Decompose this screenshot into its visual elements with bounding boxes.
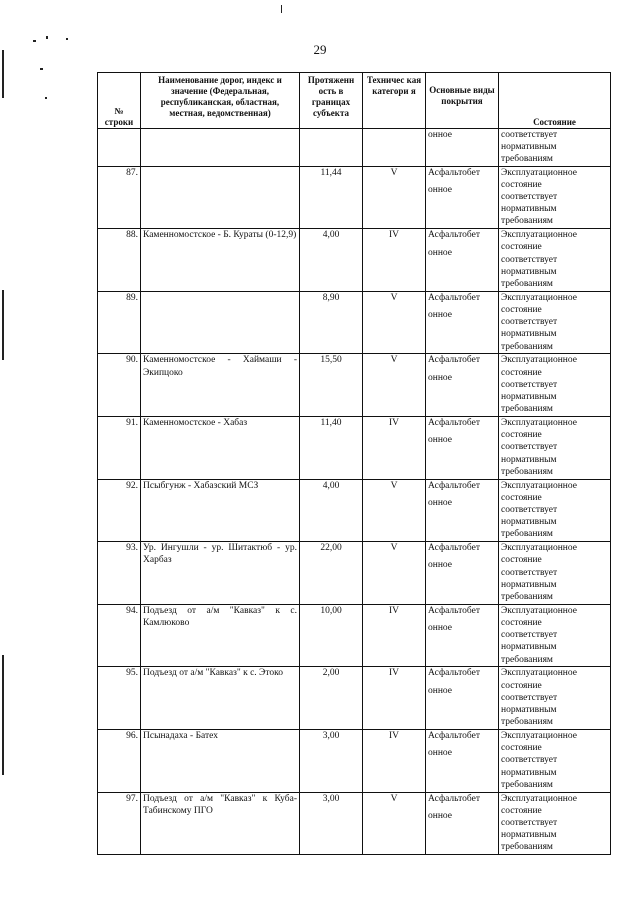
state-cell: [499, 729, 611, 792]
road-name: Каменномостское - Хаймаши - Экипцоко: [141, 354, 300, 417]
table-cell: [98, 129, 141, 167]
state-line: соответствует: [501, 379, 558, 390]
road-category: V: [363, 354, 426, 417]
road-category: V: [363, 166, 426, 229]
road-length: 4,00: [300, 229, 363, 292]
coverage-text: Асфальтобет: [428, 543, 480, 554]
state-line: Эксплуатационное: [501, 605, 577, 616]
coverage-cell: [426, 667, 499, 730]
coverage-cell: [426, 229, 499, 292]
road-category: V: [363, 542, 426, 605]
header-state: Состояние: [499, 73, 611, 129]
state-line: состояние: [501, 555, 542, 566]
state-line: нормативным: [501, 329, 557, 340]
state-line: соответствует: [501, 755, 558, 766]
row-number: 87.: [98, 166, 141, 229]
state-line: Эксплуатационное: [501, 355, 577, 366]
state-line: Эксплуатационное: [501, 167, 577, 178]
state-cell: [499, 667, 611, 730]
scan-mark: [2, 655, 4, 775]
coverage-text: онное: [428, 685, 453, 696]
coverage-cell: [426, 166, 499, 229]
scan-mark: [46, 36, 48, 39]
road-length: 15,50: [300, 354, 363, 417]
table-cell: [300, 129, 363, 167]
road-category: V: [363, 479, 426, 542]
coverage-text: Асфальтобет: [428, 793, 480, 804]
scan-mark: [281, 5, 282, 13]
table-row: [98, 542, 611, 605]
coverage-cell: [426, 729, 499, 792]
scan-mark: [66, 38, 68, 40]
road-category: V: [363, 792, 426, 855]
coverage-text: Асфальтобет: [428, 230, 480, 241]
state-line: соответствует: [501, 567, 558, 578]
state-line: требованиям: [501, 466, 553, 477]
state-line: требованиям: [501, 717, 553, 728]
row-number: 97.: [98, 792, 141, 855]
state-line: состояние: [501, 367, 542, 378]
road-length: 10,00: [300, 604, 363, 667]
coverage-cell: [426, 604, 499, 667]
row-number: 93.: [98, 542, 141, 605]
table-row: [98, 354, 611, 417]
header-category: Техничес кая категори я: [363, 73, 426, 129]
state-line: Эксплуатационное: [501, 292, 577, 303]
coverage-text: Асфальтобет: [428, 480, 480, 491]
road-category: IV: [363, 729, 426, 792]
coverage-text: Асфальтобет: [428, 605, 480, 616]
row-number: 91.: [98, 416, 141, 479]
state-line: Эксплуатационное: [501, 793, 577, 804]
state-line: требованиям: [501, 341, 553, 352]
state-line: соответствует: [501, 692, 558, 703]
row-number: 89.: [98, 291, 141, 354]
state-cell: [499, 166, 611, 229]
table-row: [98, 604, 611, 667]
state-cell: [499, 542, 611, 605]
state-cell: [499, 416, 611, 479]
road-name: Каменномостское - Б. Кураты (0-12,9): [141, 229, 300, 292]
road-length: 2,00: [300, 667, 363, 730]
state-line: Эксплуатационное: [501, 230, 577, 241]
state-line: соответствует: [501, 630, 558, 641]
coverage-text: онное: [428, 497, 453, 508]
state-line: состояние: [501, 492, 542, 503]
roads-table: [97, 72, 611, 855]
row-number: 90.: [98, 354, 141, 417]
coverage-cell: [426, 479, 499, 542]
state-line: нормативным: [501, 204, 557, 215]
state-line: Эксплуатационное: [501, 480, 577, 491]
road-name: Подъезд от а/м "Кавказ" к с. Этоко: [141, 667, 300, 730]
state-line: состояние: [501, 242, 542, 253]
coverage-text: онное: [428, 810, 453, 821]
coverage-text: онное: [428, 184, 453, 195]
state-line: требованиям: [501, 279, 553, 290]
coverage-text: Асфальтобет: [428, 292, 480, 303]
state-cell: [499, 291, 611, 354]
state-line: состояние: [501, 617, 542, 628]
state-cell: [499, 354, 611, 417]
header-coverage: Основные виды покрытия: [426, 73, 499, 129]
state-line: требованиям: [501, 654, 553, 665]
scan-mark: [40, 68, 43, 70]
state-line: требованиям: [501, 779, 553, 790]
coverage-text: онное: [428, 130, 453, 140]
coverage-text: Асфальтобет: [428, 167, 480, 178]
row-number: 95.: [98, 667, 141, 730]
state-line: Эксплуатационное: [501, 668, 577, 679]
coverage-text: онное: [428, 435, 453, 446]
state-line: соответствует: [501, 317, 558, 328]
continuation-row: [98, 129, 611, 167]
road-name: Ур. Ингушли - ур. Шитактюб - ур. Харбаз: [141, 542, 300, 605]
state-line: соответствует: [501, 192, 558, 203]
state-line: состояние: [501, 305, 542, 315]
header-row-number: № строки: [98, 73, 141, 129]
road-category: IV: [363, 416, 426, 479]
road-length: 11,44: [300, 166, 363, 229]
table-row: [98, 166, 611, 229]
state-line: состояние: [501, 743, 542, 754]
road-name: Каменномостское - Хабаз: [141, 416, 300, 479]
state-line: нормативным: [501, 142, 557, 153]
coverage-cell: [426, 354, 499, 417]
road-length: 22,00: [300, 542, 363, 605]
table-row: [98, 229, 611, 292]
table-row: [98, 729, 611, 792]
state-line: соответствует: [501, 504, 558, 515]
road-length: 4,00: [300, 479, 363, 542]
state-line: требованиям: [501, 591, 553, 602]
state-line: соответствует: [501, 817, 558, 828]
state-line: нормативным: [501, 767, 557, 778]
coverage-text: Асфальтобет: [428, 668, 480, 679]
coverage-text: Асфальтобет: [428, 730, 480, 741]
state-line: требованиям: [501, 529, 553, 540]
state-line: нормативным: [501, 517, 557, 528]
state-cell: [499, 229, 611, 292]
state-line: соответствует: [501, 130, 558, 140]
state-line: требованиям: [501, 404, 553, 415]
header-length: Протяженн ость в границах субъекта: [300, 73, 363, 129]
state-line: Эксплуатационное: [501, 543, 577, 554]
header-road-name: Наименование дорог, индекс и значение (Федеральная, республиканская, областная, местная, ведомственная): [141, 73, 300, 129]
coverage-text: онное: [428, 748, 453, 759]
road-name: Псынадаха - Батех: [141, 729, 300, 792]
state-line: соответствует: [501, 254, 558, 265]
table-cell: [141, 129, 300, 167]
coverage-cell: [426, 416, 499, 479]
state-line: состояние: [501, 680, 542, 691]
table-row: [98, 479, 611, 542]
state-line: нормативным: [501, 642, 557, 653]
road-name: [141, 166, 300, 229]
table-cell: [363, 129, 426, 167]
state-cell: [499, 604, 611, 667]
state-cell: [499, 792, 611, 855]
state-line: требованиям: [501, 216, 553, 227]
state-cell: [499, 129, 611, 167]
road-name: Псыбгунж - Хабазский МСЗ: [141, 479, 300, 542]
scan-mark: [45, 97, 47, 99]
state-line: Эксплуатационное: [501, 730, 577, 741]
state-line: нормативным: [501, 704, 557, 715]
road-category: IV: [363, 667, 426, 730]
state-line: нормативным: [501, 392, 557, 402]
row-number: 96.: [98, 729, 141, 792]
state-line: нормативным: [501, 266, 557, 277]
road-name: Подъезд от а/м "Кавказ" к с. Камлюково: [141, 604, 300, 667]
coverage-text: онное: [428, 310, 453, 321]
page-number: 29: [313, 42, 327, 57]
state-cell: [499, 479, 611, 542]
state-line: нормативным: [501, 454, 557, 465]
row-number: 94.: [98, 604, 141, 667]
coverage-cell: [426, 792, 499, 855]
table-row: [98, 792, 611, 855]
road-category: IV: [363, 229, 426, 292]
road-length: 11,40: [300, 416, 363, 479]
coverage-cell: [426, 129, 499, 167]
road-name: [141, 291, 300, 354]
state-line: нормативным: [501, 830, 557, 841]
state-line: состояние: [501, 805, 542, 816]
state-line: состояние: [501, 179, 542, 190]
coverage-text: онное: [428, 623, 453, 634]
state-line: требованиям: [501, 842, 553, 853]
scan-mark: [2, 290, 4, 360]
row-number: 92.: [98, 479, 141, 542]
coverage-text: Асфальтобет: [428, 355, 480, 366]
coverage-text: онное: [428, 560, 453, 571]
coverage-cell: [426, 542, 499, 605]
table-row: [98, 416, 611, 479]
state-line: Эксплуатационное: [501, 417, 577, 428]
road-name: Подъезд от а/м "Кавказ" к Куба-Табинскому ПГО: [141, 792, 300, 855]
road-length: 3,00: [300, 729, 363, 792]
state-line: требованиям: [501, 154, 553, 165]
road-length: 3,00: [300, 792, 363, 855]
state-line: состояние: [501, 430, 542, 441]
table-row: [98, 667, 611, 730]
road-category: IV: [363, 604, 426, 667]
coverage-text: Асфальтобет: [428, 417, 480, 428]
state-line: соответствует: [501, 442, 558, 453]
table-row: [98, 291, 611, 354]
road-category: V: [363, 291, 426, 354]
coverage-text: онное: [428, 372, 453, 383]
coverage-cell: [426, 291, 499, 354]
coverage-text: онное: [428, 247, 453, 258]
row-number: 88.: [98, 229, 141, 292]
road-length: 8,90: [300, 291, 363, 354]
state-line: нормативным: [501, 579, 557, 590]
